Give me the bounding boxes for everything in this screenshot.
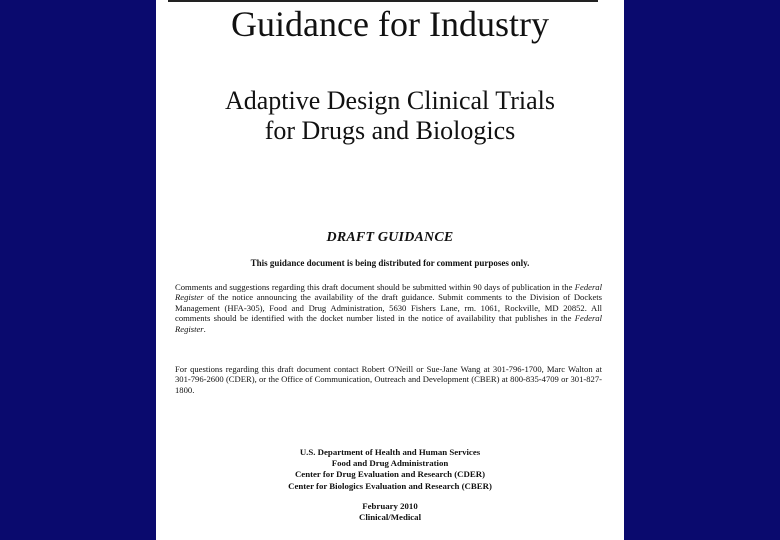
comments-text-2: of the notice announcing the availability of the draft guidance. Submit comments to the Division of Dockets Management (HFA-305), Food and Drug Administration, 5630 Fishers Lane, rm. 1061, Rockville, MD 20852. All comments should be identified with the docket number listed in the notice of availability that publishes in the xyxy=(175,292,602,324)
comments-text-1: Comments and suggestions regarding this draft document should be submitted within 90 days of publication in the xyxy=(175,282,575,292)
document-subtitle xyxy=(156,86,624,146)
department-block xyxy=(156,447,624,492)
federal-register-ref-1: Federal Register xyxy=(175,282,602,303)
department-line-3: Center for Drug Evaluation and Research (CDER) xyxy=(294,469,486,480)
document-date: February 2010 xyxy=(362,501,418,511)
subtitle-line-1: Adaptive Design Clinical Trials xyxy=(224,86,556,115)
document-title: Guidance for Industry xyxy=(231,4,549,44)
footer-block xyxy=(156,501,624,523)
document-page xyxy=(156,0,624,540)
questions-paragraph: For questions regarding this draft document contact Robert O'Neill or Sue-Jane Wang at 301-796-1700, Marc Walton at 301-796-2600 (CDER), or the Office of Communication, Outreach and Development (CBER) at 800-835-4709 or 301-827-1800. xyxy=(175,364,602,395)
department-line-1: U.S. Department of Health and Human Services xyxy=(299,447,481,457)
comments-text-3: . xyxy=(203,323,206,334)
comments-paragraph xyxy=(175,282,602,334)
federal-register-ref-2: Federal Register xyxy=(175,313,602,334)
department-line-2: Food and Drug Administration xyxy=(331,458,449,469)
document-category: Clinical/Medical xyxy=(358,512,422,523)
draft-heading: DRAFT GUIDANCE xyxy=(326,230,454,245)
subtitle-line-2: for Drugs and Biologics xyxy=(264,116,516,145)
distribution-notice: This guidance document is being distributed for comment purposes only. xyxy=(250,258,530,268)
department-line-4: Center for Biologics Evaluation and Research (CBER) xyxy=(288,480,492,491)
